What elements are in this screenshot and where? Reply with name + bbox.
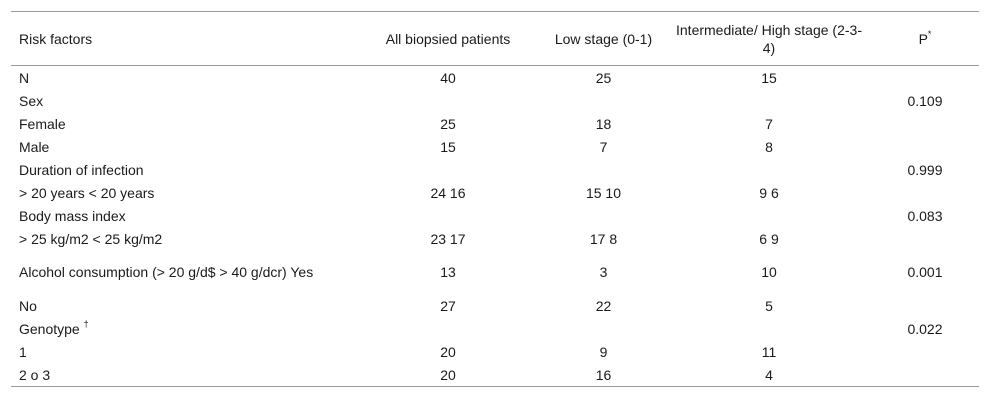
- cell-all: 24 16: [430, 184, 466, 201]
- cell-low: 15 10: [585, 184, 622, 201]
- header-p-footnote-mark: *: [927, 28, 932, 39]
- cell-low: [540, 158, 667, 181]
- table-row: [11, 294, 979, 317]
- cell-low: 17 8: [589, 230, 618, 247]
- cell-factor: > 25 kg/m2 < 25 kg/m2: [19, 230, 163, 247]
- header-all-biopsied: All biopsied patients: [385, 30, 511, 47]
- cell-factor-label: Genotype: [19, 320, 80, 337]
- table-row: [11, 363, 979, 387]
- header-p-label: P: [918, 30, 928, 47]
- cell-high: 8: [765, 138, 773, 155]
- cell-p: [871, 66, 979, 90]
- cell-high: 5: [765, 297, 773, 314]
- cell-p: [871, 135, 979, 158]
- table-body: [11, 66, 979, 387]
- cell-high: 15: [761, 69, 777, 86]
- cell-low: 9: [599, 343, 608, 360]
- table-row: [11, 89, 979, 112]
- cell-high: 4: [765, 366, 773, 383]
- table-row: [11, 181, 979, 204]
- cell-low: 18: [595, 115, 612, 132]
- cell-high: 11: [761, 343, 777, 360]
- cell-low: [540, 89, 667, 112]
- cell-all: 40: [440, 69, 456, 86]
- cell-all: 23 17: [430, 230, 466, 247]
- cell-p: 0.083: [907, 207, 943, 224]
- cell-low: 16: [595, 366, 612, 383]
- cell-p: 0.001: [907, 264, 943, 280]
- cell-p: 0.022: [907, 320, 943, 337]
- cell-low: 25: [595, 69, 612, 86]
- cell-low: 22: [595, 297, 612, 314]
- table-row: [11, 66, 979, 90]
- cell-low: 3: [599, 264, 608, 280]
- cell-low: [540, 317, 667, 340]
- cell-high: [667, 204, 871, 227]
- cell-all: [356, 317, 540, 340]
- header-p-value: [871, 12, 979, 66]
- cell-p: [871, 340, 979, 363]
- table-header: [11, 12, 979, 66]
- cell-high: 7: [765, 115, 773, 132]
- cell-high: [667, 158, 871, 181]
- table-row: [11, 112, 979, 135]
- cell-all: 15: [440, 138, 456, 155]
- cell-high: [667, 317, 871, 340]
- cell-factor: > 20 years < 20 years: [19, 184, 155, 201]
- cell-p: [871, 363, 979, 387]
- cell-factor: Female: [19, 115, 66, 132]
- cell-all: 20: [440, 343, 456, 360]
- cell-all: 25: [440, 115, 456, 132]
- header-intermediate-high-stage: Intermediate/ High stage (2-3-4): [676, 21, 862, 56]
- cell-all: 13: [440, 264, 456, 280]
- cell-low: 7: [599, 138, 608, 155]
- table-row: [11, 340, 979, 363]
- table-row: [11, 227, 979, 250]
- table-row: [11, 317, 979, 340]
- genotype-footnote-mark: †: [83, 318, 89, 329]
- cell-high: 10: [761, 264, 777, 280]
- cell-p: 0.109: [907, 92, 943, 109]
- cell-p: [871, 181, 979, 204]
- cell-factor: Sex: [19, 92, 44, 109]
- header-low-stage: Low stage (0-1): [554, 30, 653, 47]
- cell-factor: Body mass index: [19, 207, 126, 224]
- cell-factor: Alcohol consumption (> 20 g/d$ > 40 g/dcr) Yes: [19, 264, 314, 280]
- cell-factor: No: [19, 297, 37, 314]
- table-row: [11, 158, 979, 181]
- cell-factor: N: [19, 69, 30, 86]
- table-row: [11, 204, 979, 227]
- cell-high: [667, 89, 871, 112]
- cell-p: [871, 227, 979, 250]
- cell-p: 0.999: [907, 161, 943, 178]
- header-row: [11, 12, 979, 66]
- cell-p: [871, 112, 979, 135]
- cell-all: [356, 204, 540, 227]
- cell-high: 6 9: [759, 230, 779, 247]
- cell-factor: Duration of infection: [19, 161, 144, 178]
- cell-factor: Male: [19, 138, 50, 155]
- cell-p: [871, 294, 979, 317]
- table-row: [11, 135, 979, 158]
- cell-all: 27: [440, 297, 456, 314]
- cell-all: [356, 89, 540, 112]
- cell-factor: 2 o 3: [19, 366, 51, 383]
- table-row: [11, 250, 979, 294]
- cell-factor: [11, 317, 356, 340]
- cell-low: [540, 204, 667, 227]
- risk-factors-table: [11, 11, 979, 387]
- cell-high: 9 6: [759, 184, 779, 201]
- cell-all: [356, 158, 540, 181]
- header-risk-factors: Risk factors: [19, 30, 93, 47]
- risk-factors-table-container: [11, 11, 979, 387]
- cell-factor: 1: [19, 343, 27, 360]
- cell-all: 20: [440, 366, 456, 383]
